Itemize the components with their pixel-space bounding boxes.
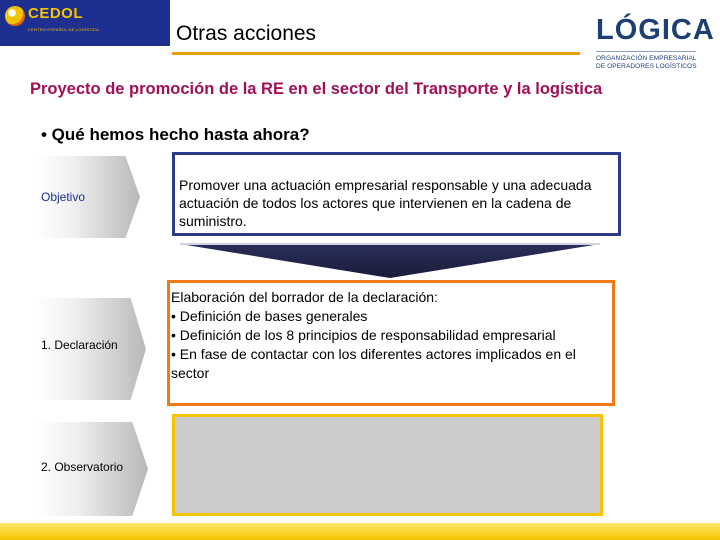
cedol-ball-icon (5, 6, 25, 26)
declaration-line: • Definición de bases generales (171, 308, 368, 324)
down-arrow-icon (180, 238, 600, 278)
declaration-text (171, 288, 611, 383)
section-heading: Proyecto de promoción de la RE en el sector del Transporte y la logística (30, 80, 603, 98)
declaration-line: • En fase de contactar con los diferentes actores implicados en el sector (171, 346, 576, 381)
observatory-box (172, 414, 603, 516)
declaration-line: Elaboración del borrador de la declaración: (171, 289, 438, 305)
declaration-line: • Definición de los 8 principios de responsabilidad empresarial (171, 327, 556, 343)
step-label-objetivo: Objetivo (41, 190, 86, 204)
logica-logo (588, 14, 715, 74)
cedol-logo (0, 0, 170, 46)
step-label-declaracion: 1. Declaración (41, 338, 118, 352)
logica-logo-name: LÓGICA (596, 14, 715, 46)
section-subheading: • Qué hemos hecho hasta ahora? (41, 125, 310, 144)
logica-logo-rule (596, 51, 696, 52)
cedol-logo-name: CEDOL (28, 5, 83, 22)
objective-text: Promover una actuación empresarial responsable y una adecuada actuación de todos los actores que intervienen en la cadena de suministro. (179, 177, 592, 229)
logica-logo-line1: ORGANIZACIÓN EMPRESARIAL (596, 55, 697, 62)
cedol-logo-tagline: CENTRO ESPAÑOL DE LOGÍSTICA (28, 27, 99, 32)
bottom-accent-bar (0, 523, 720, 540)
logica-logo-line2: DE OPERADORES LOGÍSTICOS (596, 63, 697, 70)
slide-title: Otras acciones (176, 22, 317, 45)
step-label-observatorio: 2. Observatorio (41, 460, 124, 474)
